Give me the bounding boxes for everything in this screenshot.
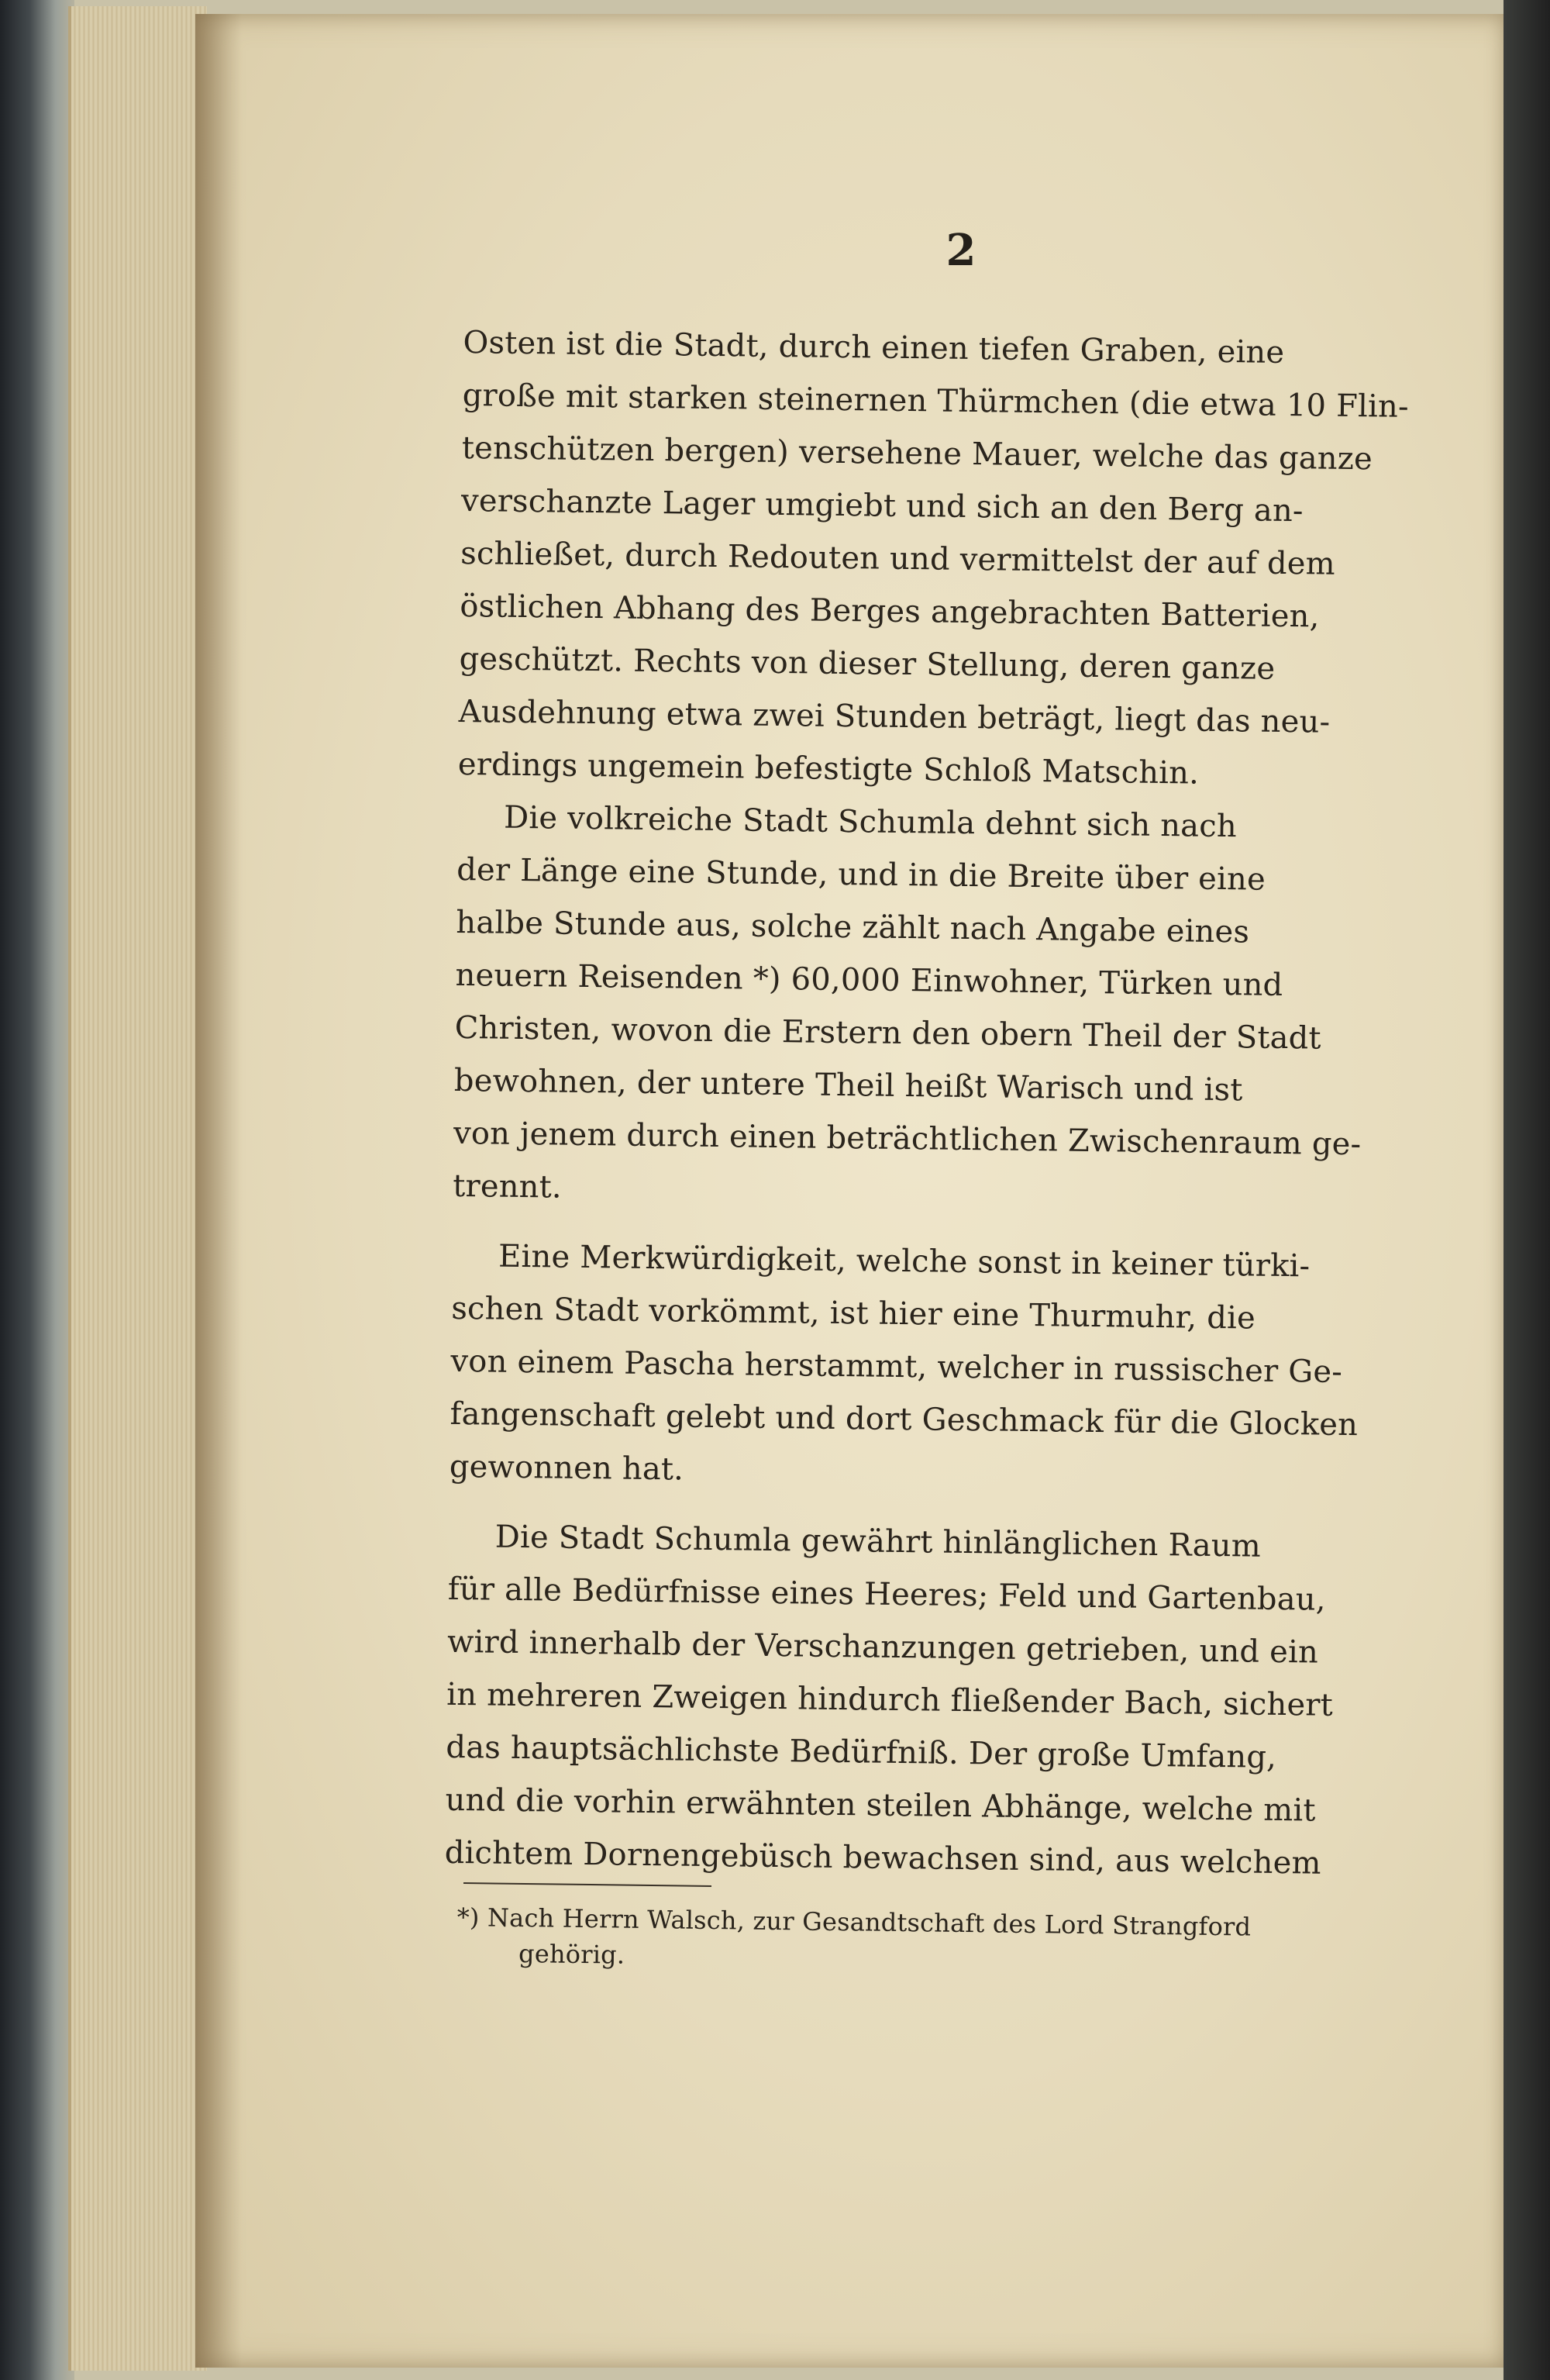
text-line: in mehreren Zweigen hindurch fließender Bach, sichert [446,1676,1334,1723]
footnote-line: *) Nach Herrn Walsch, zur Gesandtschaft des Lord Strangford [456,1902,1252,1942]
text-line: geschützt. Rechts von dieser Stellung, deren ganze [459,640,1276,687]
page-number: 2 [946,225,976,276]
text-line: östlichen Abhang des Berges angebrachten Batterien, [460,588,1320,635]
text-line: tenschützen bergen) versehene Mauer, welche das ganze [461,429,1373,478]
footnote-line: gehörig. [518,1938,625,1970]
main-text [444,316,1471,1892]
text-line: und die vorhin erwähnten steilen Abhänge, welche mit [445,1782,1316,1829]
page-gutter-shadow [195,14,242,2368]
text-line: wird innerhalb der Verschanzungen getrieben, und ein [446,1623,1319,1671]
scanner-left-edge [0,0,74,2380]
text-line: erdings ungemein befestigte Schloß Matschin. [457,746,1200,792]
text-line: von einem Pascha herstammt, welcher in russischer Ge- [450,1343,1343,1390]
text-line: dichtem Dornengebüsch bewachsen sind, aus welchem [444,1834,1321,1882]
page-stack-edge [68,6,207,2371]
text-line: Die volkreiche Stadt Schumla dehnt sich nach [503,799,1238,845]
text-line: verschanzte Lager umgiebt und sich an den Berg an- [460,482,1304,529]
text-line: für alle Bedürfnisse eines Heeres; Feld und Gartenbau, [447,1571,1326,1618]
text-line: schen Stadt vorkömmt, ist hier eine Thurmuhr, die [451,1290,1256,1337]
text-line: schließet, durch Redouten und vermittelst der auf dem [460,535,1336,582]
text-line: bewohnen, der untere Theil heißt Warisch und ist [453,1062,1243,1109]
text-line: der Länge eine Stunde, und in die Breite über eine [456,851,1266,898]
text-line: von jenem durch einen beträchtlichen Zwischenraum ge- [453,1115,1362,1163]
text-line: halbe Stunde aus, solche zählt nach Angabe eines [456,904,1250,950]
text-line: große mit starken steinernen Thürmchen (die etwa 10 Flin- [462,377,1410,425]
text-line: das hauptsächlichste Bedürfniß. Der große Umfang, [446,1729,1277,1775]
text-line: fangenschaft gelebt und dort Geschmack für die Glocken [450,1395,1359,1444]
scanner-right-edge [1504,0,1550,2380]
text-line: Christen, wovon die Erstern den obern Theil der Stadt [454,1009,1322,1057]
text-line: Ausdehnung etwa zwei Stunden beträgt, liegt das neu- [458,693,1331,740]
text-line: neuern Reisenden *) 60,000 Einwohner, Türken und [455,957,1283,1003]
text-line: Die Stadt Schumla gewährt hinlänglichen Raum [494,1519,1262,1564]
text-line: Osten ist die Stadt, durch einen tiefen Graben, eine [463,324,1285,371]
text-line: gewonnen hat. [449,1448,684,1488]
text-line: trennt. [453,1168,563,1206]
text-line: Eine Merkwürdigkeit, welche sonst in keiner türki- [498,1238,1311,1285]
footnote [456,1899,1480,1983]
